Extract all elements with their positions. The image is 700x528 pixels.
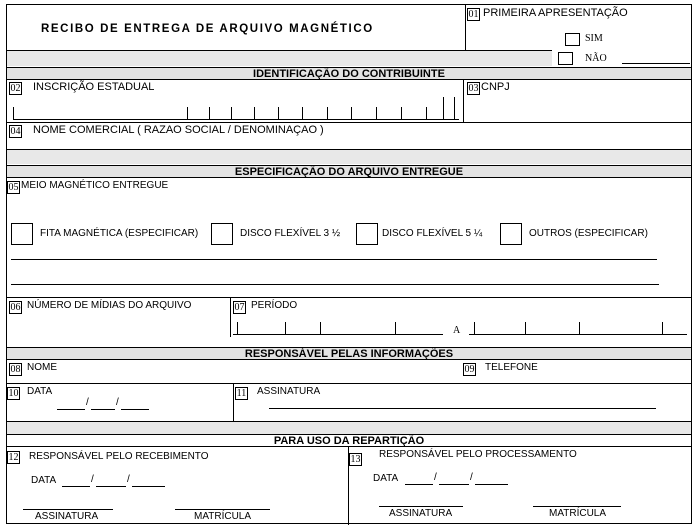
sim-checkbox[interactable] — [565, 33, 580, 46]
name-label: NOME — [27, 362, 57, 373]
field-number-12: 12 — [8, 452, 19, 463]
name-input[interactable] — [27, 373, 457, 383]
cnpj-input[interactable] — [477, 97, 687, 121]
processing-matricula-line[interactable] — [533, 506, 621, 507]
field-number-07: 07 — [234, 302, 245, 313]
section-office-title: PARA USO DA REPARTIÇÃO — [7, 434, 691, 447]
state-registration-input[interactable] — [13, 97, 461, 121]
sim-label: SIM — [585, 33, 603, 44]
section-contributor-title: IDENTIFICAÇÃO DO CONTRIBUINTE — [7, 67, 691, 80]
outros-label: OUTROS (ESPECIFICAR) — [529, 228, 648, 239]
period-end-input[interactable] — [469, 317, 687, 335]
media-delivered-label: MEIO MAGNÉTICO ENTREGUE — [21, 180, 169, 191]
phone-label: TELEFONE — [485, 362, 538, 373]
receipt-signature-line[interactable] — [23, 509, 113, 510]
field-number-09: 09 — [464, 364, 475, 375]
field-number-02: 02 — [10, 83, 21, 94]
processing-signature-label: ASSINATURA — [389, 508, 453, 519]
processing-date-label: DATA — [373, 473, 399, 484]
form-title: RECIBO DE ENTREGA DE ARQUIVO MAGNÉTICO — [41, 23, 374, 35]
outros-checkbox[interactable] — [500, 223, 522, 245]
disco-525-checkbox[interactable] — [356, 223, 378, 245]
disco-35-checkbox[interactable] — [211, 223, 233, 245]
field-number-05: 05 — [8, 182, 19, 193]
field-number-13: 13 — [350, 454, 361, 465]
first-presentation-label: PRIMEIRA APRESENTAÇÃO — [483, 7, 628, 19]
media-count-label: NÚMERO DE MÍDIAS DO ARQUIVO — [27, 300, 192, 311]
specify-line-2[interactable] — [11, 284, 659, 285]
date-input[interactable]: / / — [57, 399, 153, 411]
field-number-04: 04 — [10, 126, 21, 137]
fita-magnetica-label: FITA MAGNÉTICA (ESPECIFICAR) — [40, 228, 199, 239]
trade-name-label: NOME COMERCIAL ( RAZAO SOCIAL / DENOMINAÇAO ) — [33, 124, 324, 136]
disco-525-label: DISCO FLEXÍVEL 5 ¼ — [382, 228, 483, 239]
receipt-responsible-label: RESPONSÁVEL PELO RECEBIMENTO — [29, 451, 209, 462]
receipt-form — [6, 4, 692, 524]
fita-magnetica-checkbox[interactable] — [11, 223, 33, 245]
field-number-08: 08 — [10, 364, 21, 375]
signature-line[interactable] — [269, 408, 656, 409]
specify-line-1[interactable] — [11, 259, 657, 260]
field-number-11: 11 — [236, 388, 247, 399]
signature-label: ASSINATURA — [257, 386, 321, 397]
disco-35-label: DISCO FLEXÍVEL 3 ½ — [240, 228, 341, 239]
receipt-date-input[interactable]: / / — [62, 475, 167, 487]
processing-signature-line[interactable] — [379, 506, 463, 507]
date-label: DATA — [27, 386, 53, 397]
nao-label: NÃO — [585, 53, 607, 64]
period-separator: A — [453, 325, 461, 336]
period-label: PERÍODO — [251, 300, 298, 311]
nao-checkbox[interactable] — [558, 52, 573, 65]
processing-matricula-label: MATRÍCULA — [549, 508, 607, 519]
section-responsible-title: RESPONSÁVEL PELAS INFORMAÇÕES — [7, 347, 691, 360]
field-number-03: 03 — [468, 83, 479, 94]
section-file-spec-title: ESPECIFICAÇÃO DO ARQUIVO ENTREGUE — [7, 165, 691, 178]
receipt-matricula-line[interactable] — [175, 509, 270, 510]
field-number-06: 06 — [10, 302, 21, 313]
field-number-10: 10 — [8, 388, 19, 399]
receipt-date-label: DATA — [31, 475, 57, 486]
state-registration-label: INSCRIÇÃO ESTADUAL — [33, 81, 155, 93]
field-number-01: 01 — [468, 9, 479, 20]
trade-name-input[interactable] — [27, 138, 687, 148]
processing-date-input[interactable]: / / — [405, 473, 510, 485]
receipt-matricula-label: MATRÍCULA — [194, 511, 252, 522]
media-count-input[interactable] — [13, 317, 228, 335]
period-start-input[interactable] — [233, 317, 443, 335]
processing-responsible-label: RESPONSÁVEL PELO PROCESSAMENTO — [379, 449, 577, 460]
phone-input[interactable] — [485, 373, 685, 383]
receipt-signature-label: ASSINATURA — [35, 511, 99, 522]
cnpj-label: CNPJ — [481, 81, 510, 93]
